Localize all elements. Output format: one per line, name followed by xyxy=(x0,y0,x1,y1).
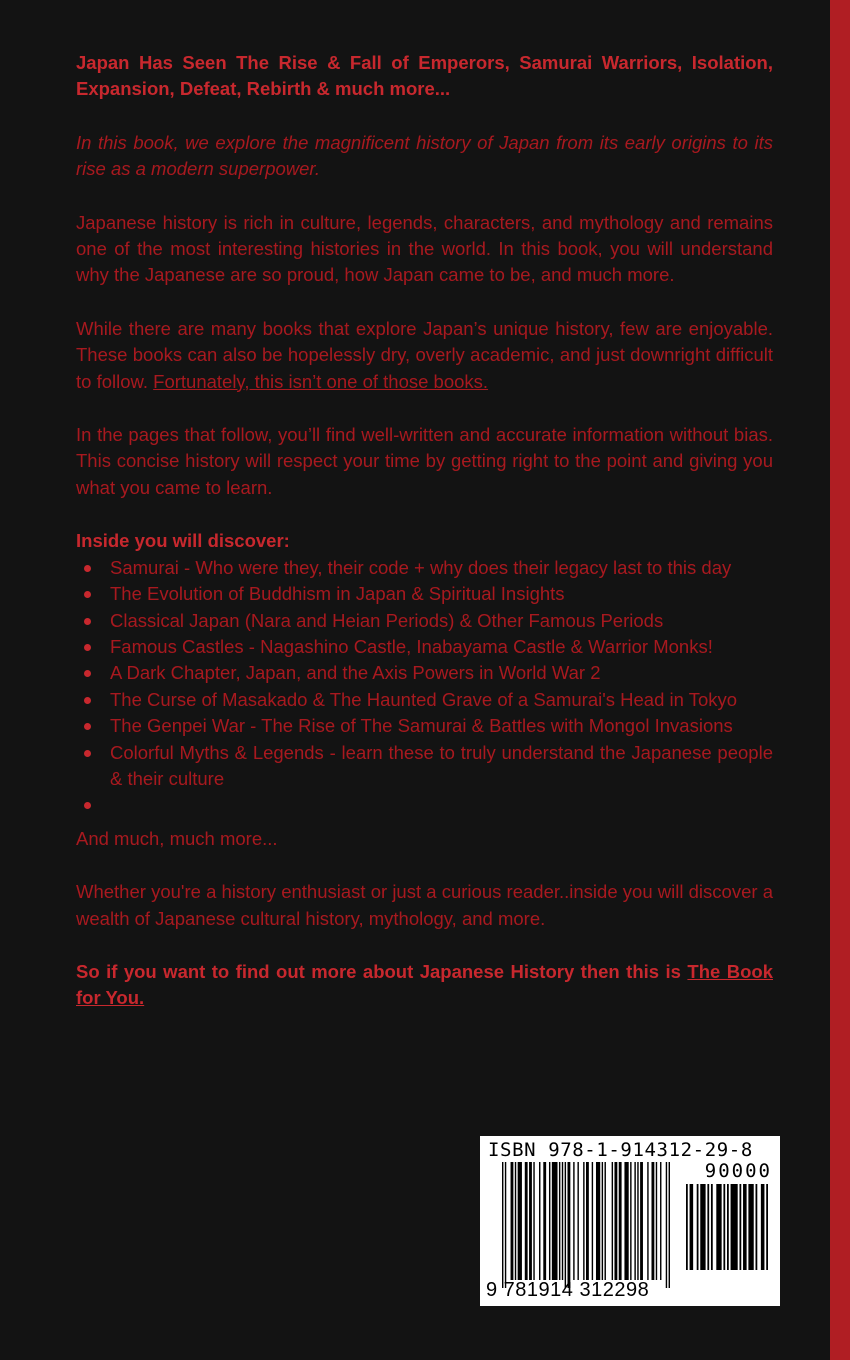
barcode-bar xyxy=(573,1162,574,1280)
list-item-empty xyxy=(76,792,773,825)
much-more-text: And much, much more... xyxy=(76,827,278,849)
spine-stripe xyxy=(830,0,850,1360)
discover-heading: Inside you will discover: xyxy=(76,530,290,552)
list-item xyxy=(76,608,773,634)
barcode-bar xyxy=(565,1162,566,1288)
barcode-bar xyxy=(502,1162,503,1288)
barcode-bar xyxy=(515,1162,516,1280)
barcode-bar xyxy=(640,1162,643,1280)
closing-text: So if you want to find out more about Japanese History then this is xyxy=(76,960,681,982)
list-item-text: The Evolution of Buddhism in Japan & Spiritual Insights xyxy=(110,583,565,605)
bullet-icon xyxy=(84,697,91,704)
barcode-bar xyxy=(518,1162,522,1280)
barcode-bar xyxy=(525,1162,528,1280)
bullet-icon xyxy=(84,750,91,757)
list-item xyxy=(76,660,773,686)
paragraph-enthusiast: Whether you're a history enthusiast or just a curious reader..inside you will discover a wealth of Japanese cultural history, mythology, and more. xyxy=(76,881,773,929)
barcode-bar xyxy=(743,1184,747,1270)
barcode-bar xyxy=(666,1162,667,1288)
list-item-text: Colorful Myths & Legends - learn these to truly understand the Japanese people & their culture xyxy=(110,741,773,789)
barcode-bar xyxy=(549,1162,550,1280)
paragraph-pages-follow: In the pages that follow, you’ll find well-written and accurate information without bias. This concise history will respect your time by getting right to the point and giving you what you came to learn. xyxy=(76,424,773,498)
barcode-bar xyxy=(651,1162,654,1280)
bullet-icon xyxy=(84,670,91,677)
discover-list xyxy=(76,555,773,826)
barcode-bar xyxy=(602,1162,603,1280)
barcode-bar xyxy=(660,1162,661,1280)
barcode-bar xyxy=(727,1184,729,1270)
isbn-label: ISBN 978-1-914312-29-8 xyxy=(488,1139,753,1161)
barcode-bar xyxy=(748,1184,753,1270)
closing-call-to-action xyxy=(76,959,773,1012)
barcode-bar xyxy=(529,1162,532,1280)
bullet-icon xyxy=(84,565,91,572)
ean-barcode-bars-icon xyxy=(502,1162,670,1288)
barcode-bar xyxy=(624,1162,628,1280)
barcode-bar xyxy=(637,1162,638,1280)
list-item-text: Famous Castles - Nagashino Castle, Inabayama Castle & Warrior Monks! xyxy=(110,635,713,657)
barcode-bar xyxy=(543,1162,546,1280)
list-item-text: The Genpei War - The Rise of The Samurai & Battles with Mongol Invasions xyxy=(110,715,733,737)
fortunately-underlined: Fortunately, this isn’t one of those books. xyxy=(153,370,489,392)
bullet-icon xyxy=(84,591,91,598)
barcode-bar xyxy=(562,1162,563,1280)
barcode-bar xyxy=(583,1162,584,1280)
headline: Japan Has Seen The Rise & Fall of Emperors, Samurai Warriors, Isolation, Expansion, Defeat, Rebirth & much more... xyxy=(76,52,773,100)
barcode-bar xyxy=(511,1162,514,1280)
barcode-bar xyxy=(634,1162,635,1280)
barcode-bar xyxy=(756,1184,758,1270)
barcode-bar xyxy=(711,1184,713,1270)
bullet-icon xyxy=(84,618,91,625)
barcode-bar xyxy=(739,1184,741,1270)
barcode-bar xyxy=(723,1184,725,1270)
list-item xyxy=(76,581,773,607)
list-item xyxy=(76,687,773,713)
barcode-bar xyxy=(592,1162,593,1280)
barcode-bar xyxy=(669,1162,670,1288)
bullet-icon xyxy=(84,644,91,651)
barcode-bar xyxy=(716,1184,721,1270)
list-item xyxy=(76,634,773,660)
list-item xyxy=(76,740,773,793)
barcode-bar xyxy=(619,1162,622,1280)
barcode-bar xyxy=(605,1162,606,1280)
barcode-bar xyxy=(552,1162,558,1280)
list-item-text: Samurai - Who were they, their code + why does their legacy last to this day xyxy=(110,556,732,578)
barcode-bar xyxy=(700,1184,705,1270)
addon-barcode-bars-icon xyxy=(686,1184,768,1278)
list-item-text: Classical Japan (Nara and Heian Periods) & Other Famous Periods xyxy=(110,609,664,631)
barcode-bar xyxy=(697,1184,699,1270)
isbn-barcode xyxy=(480,1136,780,1306)
barcode-bar xyxy=(761,1184,765,1270)
barcode-bar xyxy=(707,1184,709,1270)
barcode-bar xyxy=(656,1162,657,1280)
price-code: 90000 xyxy=(704,1160,772,1182)
list-item-text: A Dark Chapter, Japan, and the Axis Powers in World War 2 xyxy=(110,662,601,684)
paragraph-rich-history: Japanese history is rich in culture, legends, characters, and mythology and remains one of the most interesting histories in the world. In this book, you will understand why the Japanese are so proud, how Japan came to be, and much more. xyxy=(76,211,773,286)
list-item-text: The Curse of Masakado & The Haunted Grave of a Samurai's Head in Tokyo xyxy=(110,688,738,710)
barcode-bar xyxy=(586,1162,589,1280)
barcode-digits: 9 781914 312298 xyxy=(486,1279,650,1301)
barcode-bar xyxy=(686,1184,688,1270)
bullet-icon xyxy=(84,802,91,809)
barcode-bar xyxy=(630,1162,631,1280)
back-cover-text xyxy=(76,50,773,1012)
barcode-bar xyxy=(731,1184,738,1270)
barcode-bar xyxy=(539,1162,540,1280)
barcode-bar xyxy=(577,1162,578,1280)
barcode-bar xyxy=(647,1162,648,1280)
barcode-bar xyxy=(505,1162,506,1288)
barcode-bar xyxy=(596,1162,600,1280)
intro-paragraph: In this book, we explore the magnificent history of Japan from its early origins to its rise as a modern superpower. xyxy=(76,131,773,180)
bullet-icon xyxy=(84,723,91,730)
paragraph-other-books xyxy=(76,316,773,395)
book-for-you-underlined: The Book for You. xyxy=(76,960,773,1009)
barcode-bar xyxy=(567,1162,570,1288)
barcode-bar xyxy=(612,1162,613,1280)
barcode-bar xyxy=(559,1162,560,1280)
barcode-bar xyxy=(690,1184,694,1270)
barcode-bar xyxy=(766,1184,768,1270)
barcode-bar xyxy=(533,1162,534,1280)
list-item xyxy=(76,713,773,739)
list-item xyxy=(76,555,773,581)
barcode-bar xyxy=(614,1162,617,1280)
paragraph-other-books-text: While there are many books that explore Japan’s unique history, few are enjoyable. These books can also be hopelessly dry, overly academic, and just downright difficult to follow. xyxy=(76,317,773,392)
